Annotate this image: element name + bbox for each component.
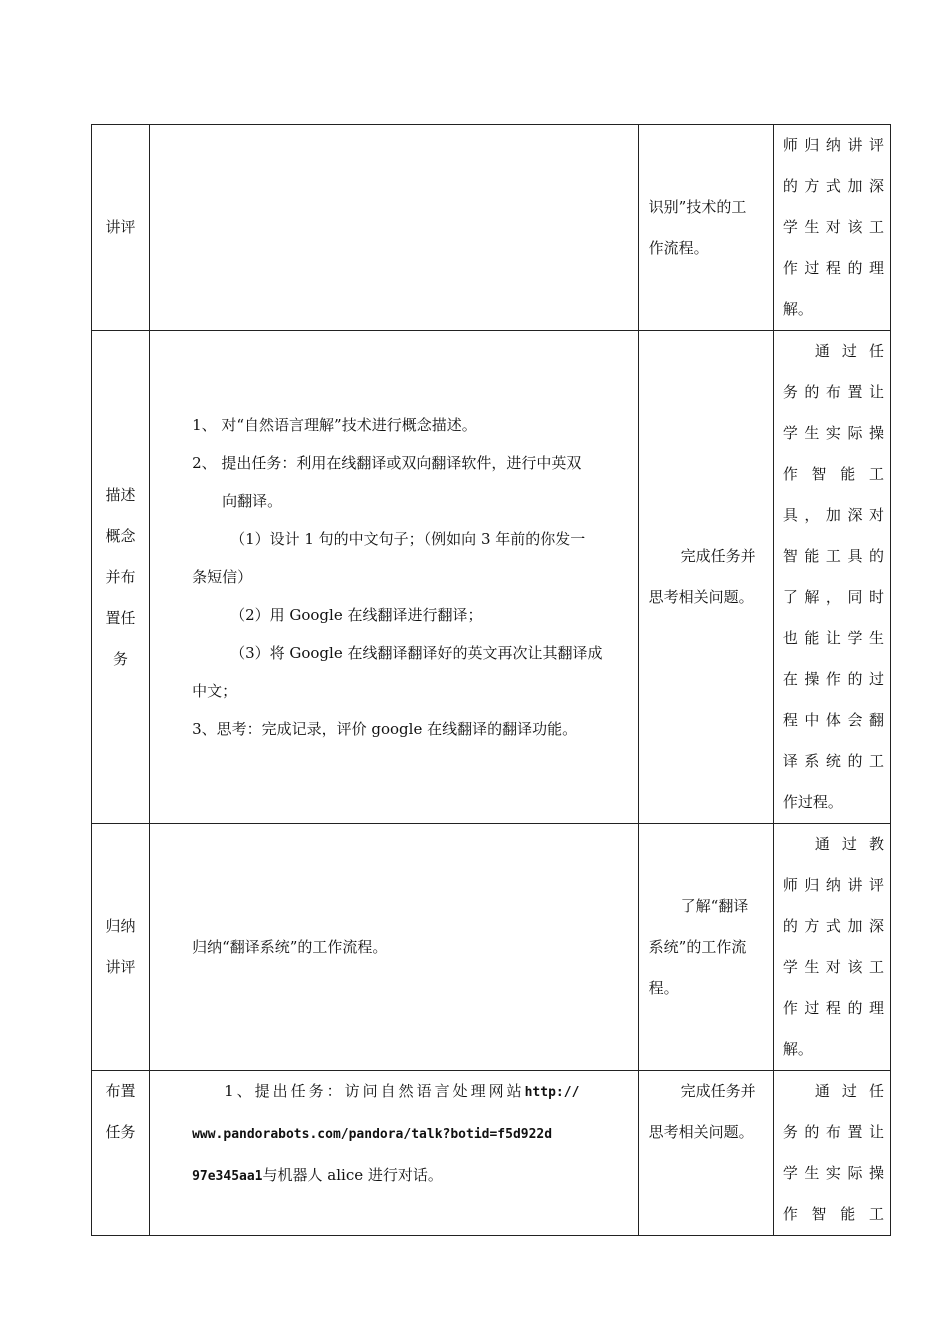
website-url-part1: http:// bbox=[524, 1085, 580, 1100]
task-suffix-text: 与机器人 alice 进行对话。 bbox=[262, 1166, 443, 1184]
student-activity-cell: 完成任务并 思考相关问题。 bbox=[638, 331, 773, 824]
table-row-assign-task bbox=[92, 1071, 891, 1236]
table-row-describe-concept bbox=[92, 331, 891, 824]
content-cell-summary: 归纳“翻译系统”的工作流程。 bbox=[150, 824, 639, 1071]
table-row-summarize-review bbox=[92, 824, 891, 1071]
design-purpose-cell: 师归纳讲评 的方式加深 学生对该工 作过程的理 解。 bbox=[773, 125, 890, 331]
student-activity-cell: 识别”技术的工 作流程。 bbox=[638, 125, 773, 331]
task-intro-text: 1、提出任务：访问自然语言处理网站 bbox=[224, 1082, 525, 1100]
stage-cell: 描述 概念 并布 置任 务 bbox=[92, 331, 150, 824]
table-row-review-1 bbox=[92, 125, 891, 331]
website-url-part2: www.pandorabots.com/pandora/talk?botid=f5d922d bbox=[192, 1127, 553, 1142]
content-cell-empty bbox=[150, 125, 639, 331]
student-activity-cell: 了解“翻译 系统”的工作流 程。 bbox=[638, 824, 773, 1071]
content-cell-tasks: 1、 对“自然语言理解”技术进行概念描述。 2、 提出任务：利用在线翻译或双向翻译软件，进行中英双 向翻译。 （1）设计 1 句的中文句子；（例如向 3 年前的你发一 条短信） （2）用 Google 在线翻译进行翻译； （3）将 Google 在线翻译翻译好的英文再次让其翻译成 中文； 3、思考：完成记录，评价 google 在线翻译的翻译功能。 bbox=[150, 331, 639, 824]
student-activity-cell: 完成任务并 思考相关问题。 bbox=[638, 1071, 773, 1236]
website-url-part3: 97e345aa1 bbox=[192, 1169, 263, 1184]
lesson-plan-table bbox=[91, 124, 891, 1236]
content-cell-website-task bbox=[150, 1071, 639, 1236]
design-purpose-cell: 通过任 务的布置让 学生实际操 作智能工 具，加深对 智能工具的 了解，同时 也能让学生 在操作的过 程中体会翻 译系统的工 作过程。 bbox=[773, 331, 890, 824]
stage-cell: 讲评 bbox=[92, 125, 150, 331]
design-purpose-cell: 通过教 师归纳讲评 的方式加深 学生对该工 作过程的理 解。 bbox=[773, 824, 890, 1071]
design-purpose-cell: 通过任 务的布置让 学生实际操 作智能工 bbox=[773, 1071, 890, 1236]
stage-cell: 归纳 讲评 bbox=[92, 824, 150, 1071]
stage-cell: 布置 任务 bbox=[92, 1071, 150, 1236]
